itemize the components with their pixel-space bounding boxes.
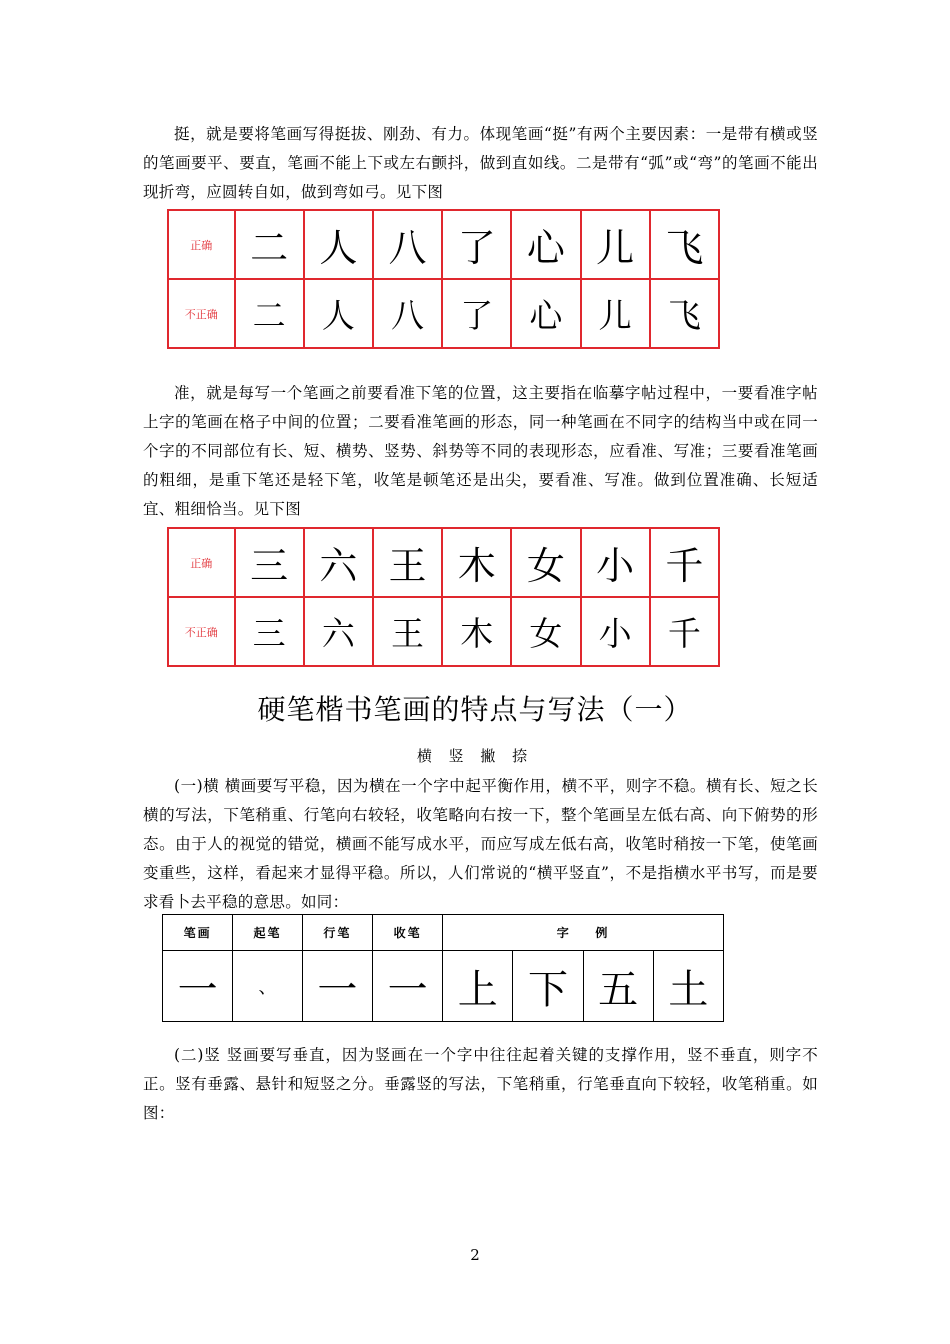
paragraph-shu: (二)竖 竖画要写垂直，因为竖画在一个字中往往起着关键的支撑作用，竖不垂直，则字不正。竖有垂露、悬针和短竖之分。垂露竖的写法，下笔稍重，行笔垂直向下较轻，收笔稍重。如图： xyxy=(143,1046,818,1122)
incorrect-char: 八 xyxy=(373,279,442,348)
incorrect-char: 王 xyxy=(373,597,442,666)
header-stroke: 笔画 xyxy=(163,915,233,951)
incorrect-char: 女 xyxy=(511,597,580,666)
correct-char: 儿 xyxy=(581,210,650,279)
correct-char: 了 xyxy=(442,210,511,279)
incorrect-label: 不正确 xyxy=(168,597,235,666)
correct-char: 小 xyxy=(581,528,650,597)
correct-char: 人 xyxy=(304,210,373,279)
correct-char: 女 xyxy=(511,528,580,597)
incorrect-char: 了 xyxy=(442,279,511,348)
end-char: 一 xyxy=(372,951,442,1022)
paragraph-zhun: 准，就是每写一个笔画之前要看准下笔的位置，这主要指在临摹字帖过程中，一要看准字帖上字的笔画在格子中间的位置；二要看准笔画的形态，同一种笔画在不同字的结构当中或在同一个字的不同部位有长、短、横势、竖势、斜势等不同的表现形态，应看准、写准；三要看准笔画的粗细，是重下笔还是轻下笔，收笔是顿笔还是出尖，要看准、写准。做到位置准确、长短适宜、粗细恰当。见下图 xyxy=(143,384,818,518)
zhun-comparison-table xyxy=(167,527,720,667)
correct-char: 八 xyxy=(373,210,442,279)
start-char: 、 xyxy=(233,951,303,1022)
correct-char: 六 xyxy=(304,528,373,597)
ting-comparison-table xyxy=(167,209,720,349)
incorrect-char: 二 xyxy=(235,279,304,348)
correct-char: 王 xyxy=(373,528,442,597)
correct-char: 心 xyxy=(511,210,580,279)
correct-label: 正确 xyxy=(168,210,235,279)
paragraph-heng: (一)横 横画要写平稳，因为横在一个字中起平衡作用，横不平，则字不稳。横有长、短之长横的写法，下笔稍重、行笔向右较轻，收笔略向右按一下，整个笔画呈左低右高、向下俯势的形态。由于人的视觉的错觉，横画不能写成水平，而应写成左低右高，收笔时稍按一下笔，使笔画变重些，这样，看起来才显得平稳。所以，人们常说的“横平竖直”，不是指横水平书写，而是要求看卜去平稳的意思。如同： xyxy=(143,777,818,911)
correct-char: 三 xyxy=(235,528,304,597)
incorrect-char: 六 xyxy=(304,597,373,666)
incorrect-char: 小 xyxy=(581,597,650,666)
correct-char: 飞 xyxy=(650,210,719,279)
header-end: 收笔 xyxy=(372,915,442,951)
header-move: 行笔 xyxy=(302,915,372,951)
incorrect-char: 心 xyxy=(511,279,580,348)
section-subheading: 横 竖 撇 捺 xyxy=(416,747,534,765)
correct-char: 二 xyxy=(235,210,304,279)
correct-char: 千 xyxy=(650,528,719,597)
incorrect-char: 儿 xyxy=(581,279,650,348)
example-char: 上 xyxy=(443,951,513,1022)
example-char: 土 xyxy=(653,951,723,1022)
example-char: 下 xyxy=(513,951,583,1022)
incorrect-label: 不正确 xyxy=(168,279,235,348)
heng-stroke-table xyxy=(162,914,724,1022)
header-start: 起笔 xyxy=(233,915,303,951)
page-number: 2 xyxy=(470,1246,480,1264)
paragraph-ting: 挺，就是要将笔画写得挺拔、刚劲、有力。体现笔画“挺”有两个主要因素：一是带有横或竖的笔画要平、要直，笔画不能上下或左右颤抖，做到直如线。二是带有“弧”或“弯”的笔画不能出现折弯，应圆转自如，做到弯如弓。见下图 xyxy=(143,125,818,201)
incorrect-char: 三 xyxy=(235,597,304,666)
incorrect-char: 飞 xyxy=(650,279,719,348)
move-char: 一 xyxy=(302,951,372,1022)
correct-char: 木 xyxy=(442,528,511,597)
example-char: 五 xyxy=(583,951,653,1022)
incorrect-char: 木 xyxy=(442,597,511,666)
incorrect-char: 千 xyxy=(650,597,719,666)
header-examples: 字 例 xyxy=(443,915,724,951)
section-heading: 硬笔楷书笔画的特点与写法（一） xyxy=(257,693,693,726)
stroke-char: 一 xyxy=(163,951,233,1022)
correct-label: 正确 xyxy=(168,528,235,597)
incorrect-char: 人 xyxy=(304,279,373,348)
